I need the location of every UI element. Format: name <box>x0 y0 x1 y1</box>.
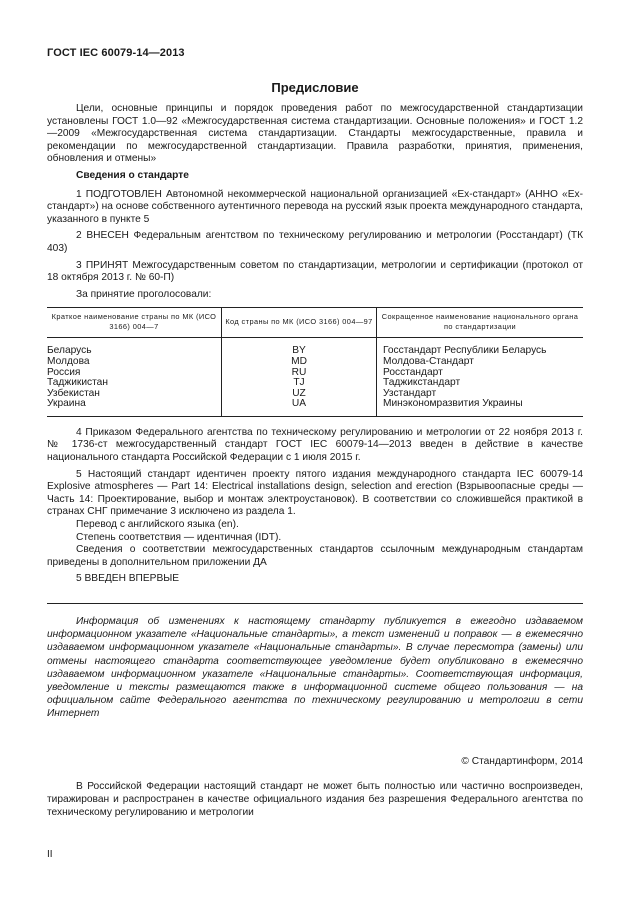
item-first-introduced: 5 ВВЕДЕН ВПЕРВЫЕ <box>76 573 180 585</box>
changes-info-text: Информация об изменениях к настоящему стандарту публикуется в ежегодно издаваемом информационном указателе «Национальные стандарты», а текст изменений и поправок — в ежемесячно издаваемом информационном указателе «Национальные стандарты». В случае пересмотра (замены) или отмены настоящего стандарта соответствующее уведомление будет опубликовано в ежемесячно издаваемом информационном указателе «Национальные стандарты». Соответствующая информация, уведомление и тексты размещаются также в информационной системе общего пользования — на официальном сайте Федерального агентства по техническому регулированию и метрологии в сети Интернет <box>47 616 583 720</box>
cell-country: Молдова <box>47 355 90 367</box>
page-title: Предисловие <box>271 80 359 95</box>
column-header-code: Код страны по МК (ИСО 3166) 004—97 <box>222 308 377 338</box>
cell-body: Минэкономразвития Украины <box>377 399 584 416</box>
cell-country: Узбекистан <box>47 387 100 399</box>
cell-code: MD <box>222 357 377 368</box>
cell-body: Молдова-Стандарт <box>377 357 584 368</box>
item-enacted: 4 Приказом Федерального агентства по техническому регулированию и метрологии от 22 ноября 2013 г. № 1736-ст межгосударственный стандарт ГОСТ IEC 60079-14—2013 введен в действие в качестве национального стандарта Российской Федерации с 1 июля 2015 г. <box>47 426 583 464</box>
item-identical: 5 Настоящий стандарт идентичен проекту пятого издания международного стандарта IEC 60079-14 Explosive atmospheres — Part 14: Electrical installations design, selection and erection (Взрывоопасные среды — Часть 14: Проектирование, выбор и монтаж электроустановок). В соответствии со сложившейся практикой в странах СНГ примечание 3 исключено из раздела 1. <box>47 468 583 518</box>
degree-of-conformity: Степень соответствия — идентичная (IDT). <box>76 531 282 543</box>
vote-table <box>47 307 583 417</box>
cell-country: Россия <box>47 366 81 378</box>
cell-country: Беларусь <box>47 345 92 357</box>
document-code-header: ГОСТ IEC 60079-14—2013 <box>47 47 185 59</box>
column-header-country: Краткое наименование страны по МК (ИСО 3166) 004—7 <box>47 308 222 338</box>
table-row <box>47 357 583 368</box>
item-adopted: 3 ПРИНЯТ Межгосударственным советом по стандартизации, метрологии и сертификации (протокол от 18 октября 2013 г. № 60-П) <box>47 259 583 284</box>
preface-content <box>47 103 583 590</box>
cell-code: UZ <box>222 389 377 400</box>
cell-code: UA <box>222 399 377 416</box>
vote-table-header-row <box>47 308 583 338</box>
table-row <box>47 338 583 357</box>
cell-body: Таджикстандарт <box>377 378 584 389</box>
section-heading: Сведения о стандарте <box>76 169 189 181</box>
page-number: II <box>47 849 53 860</box>
table-row <box>47 399 583 416</box>
vote-intro: За принятие проголосовали: <box>76 288 212 300</box>
cell-body: Госстандарт Республики Беларусь <box>377 338 584 357</box>
cell-code: BY <box>222 338 377 357</box>
cell-country: Украина <box>47 398 86 410</box>
table-row <box>47 378 583 389</box>
table-row <box>47 368 583 379</box>
reproduction-rights <box>47 780 583 819</box>
cell-body: Росстандарт <box>377 368 584 379</box>
copyright-line: © Стандартинформ, 2014 <box>461 756 583 767</box>
changes-info-box <box>47 603 583 721</box>
item-prepared: 1 ПОДГОТОВЛЕН Автономной некоммерческой национальной организацией «Ех-стандарт» (АННО «Ех-стандарт») на основе собственного аутентичного перевода на русский язык проекта международного стандарта, указанного в пункте 5 <box>47 188 583 225</box>
item-introduced: 2 ВНЕСЕН Федеральным агентством по техническому регулированию и метрологии (Росстандарт) (ТК 403) <box>47 230 583 254</box>
translation-language: Перевод с английского языка (en). <box>76 519 239 531</box>
references-note: Сведения о соответствии межгосударственных стандартов ссылочным международным стандартам приведены в дополнительном приложении ДА <box>47 544 583 568</box>
cell-code: TJ <box>222 378 377 389</box>
cell-country: Таджикистан <box>47 377 108 389</box>
column-header-body: Сокращенное наименование национального органа по стандартизации <box>377 308 584 338</box>
intro-paragraph: Цели, основные принципы и порядок проведения работ по межгосударственной стандартизации установлены ГОСТ 1.0—92 «Межгосударственная система стандартизации. Основные положения» и ГОСТ 1.2—2009 «Межгосударственная система стандартизации. Стандарты межгосударственные, правила и рекомендации по межгосударственной стандартизации. Правила разработки, принятия, применения, обновления и отмены» <box>47 103 583 165</box>
reproduction-rights-text: В Российской Федерации настоящий стандарт не может быть полностью или частично воспроизведен, тиражирован и распространен в качестве официального издания без разрешения Федерального агентства по техническому регулированию и метрологии <box>47 781 583 818</box>
cell-code: RU <box>222 368 377 379</box>
cell-body: Узстандарт <box>377 389 584 400</box>
